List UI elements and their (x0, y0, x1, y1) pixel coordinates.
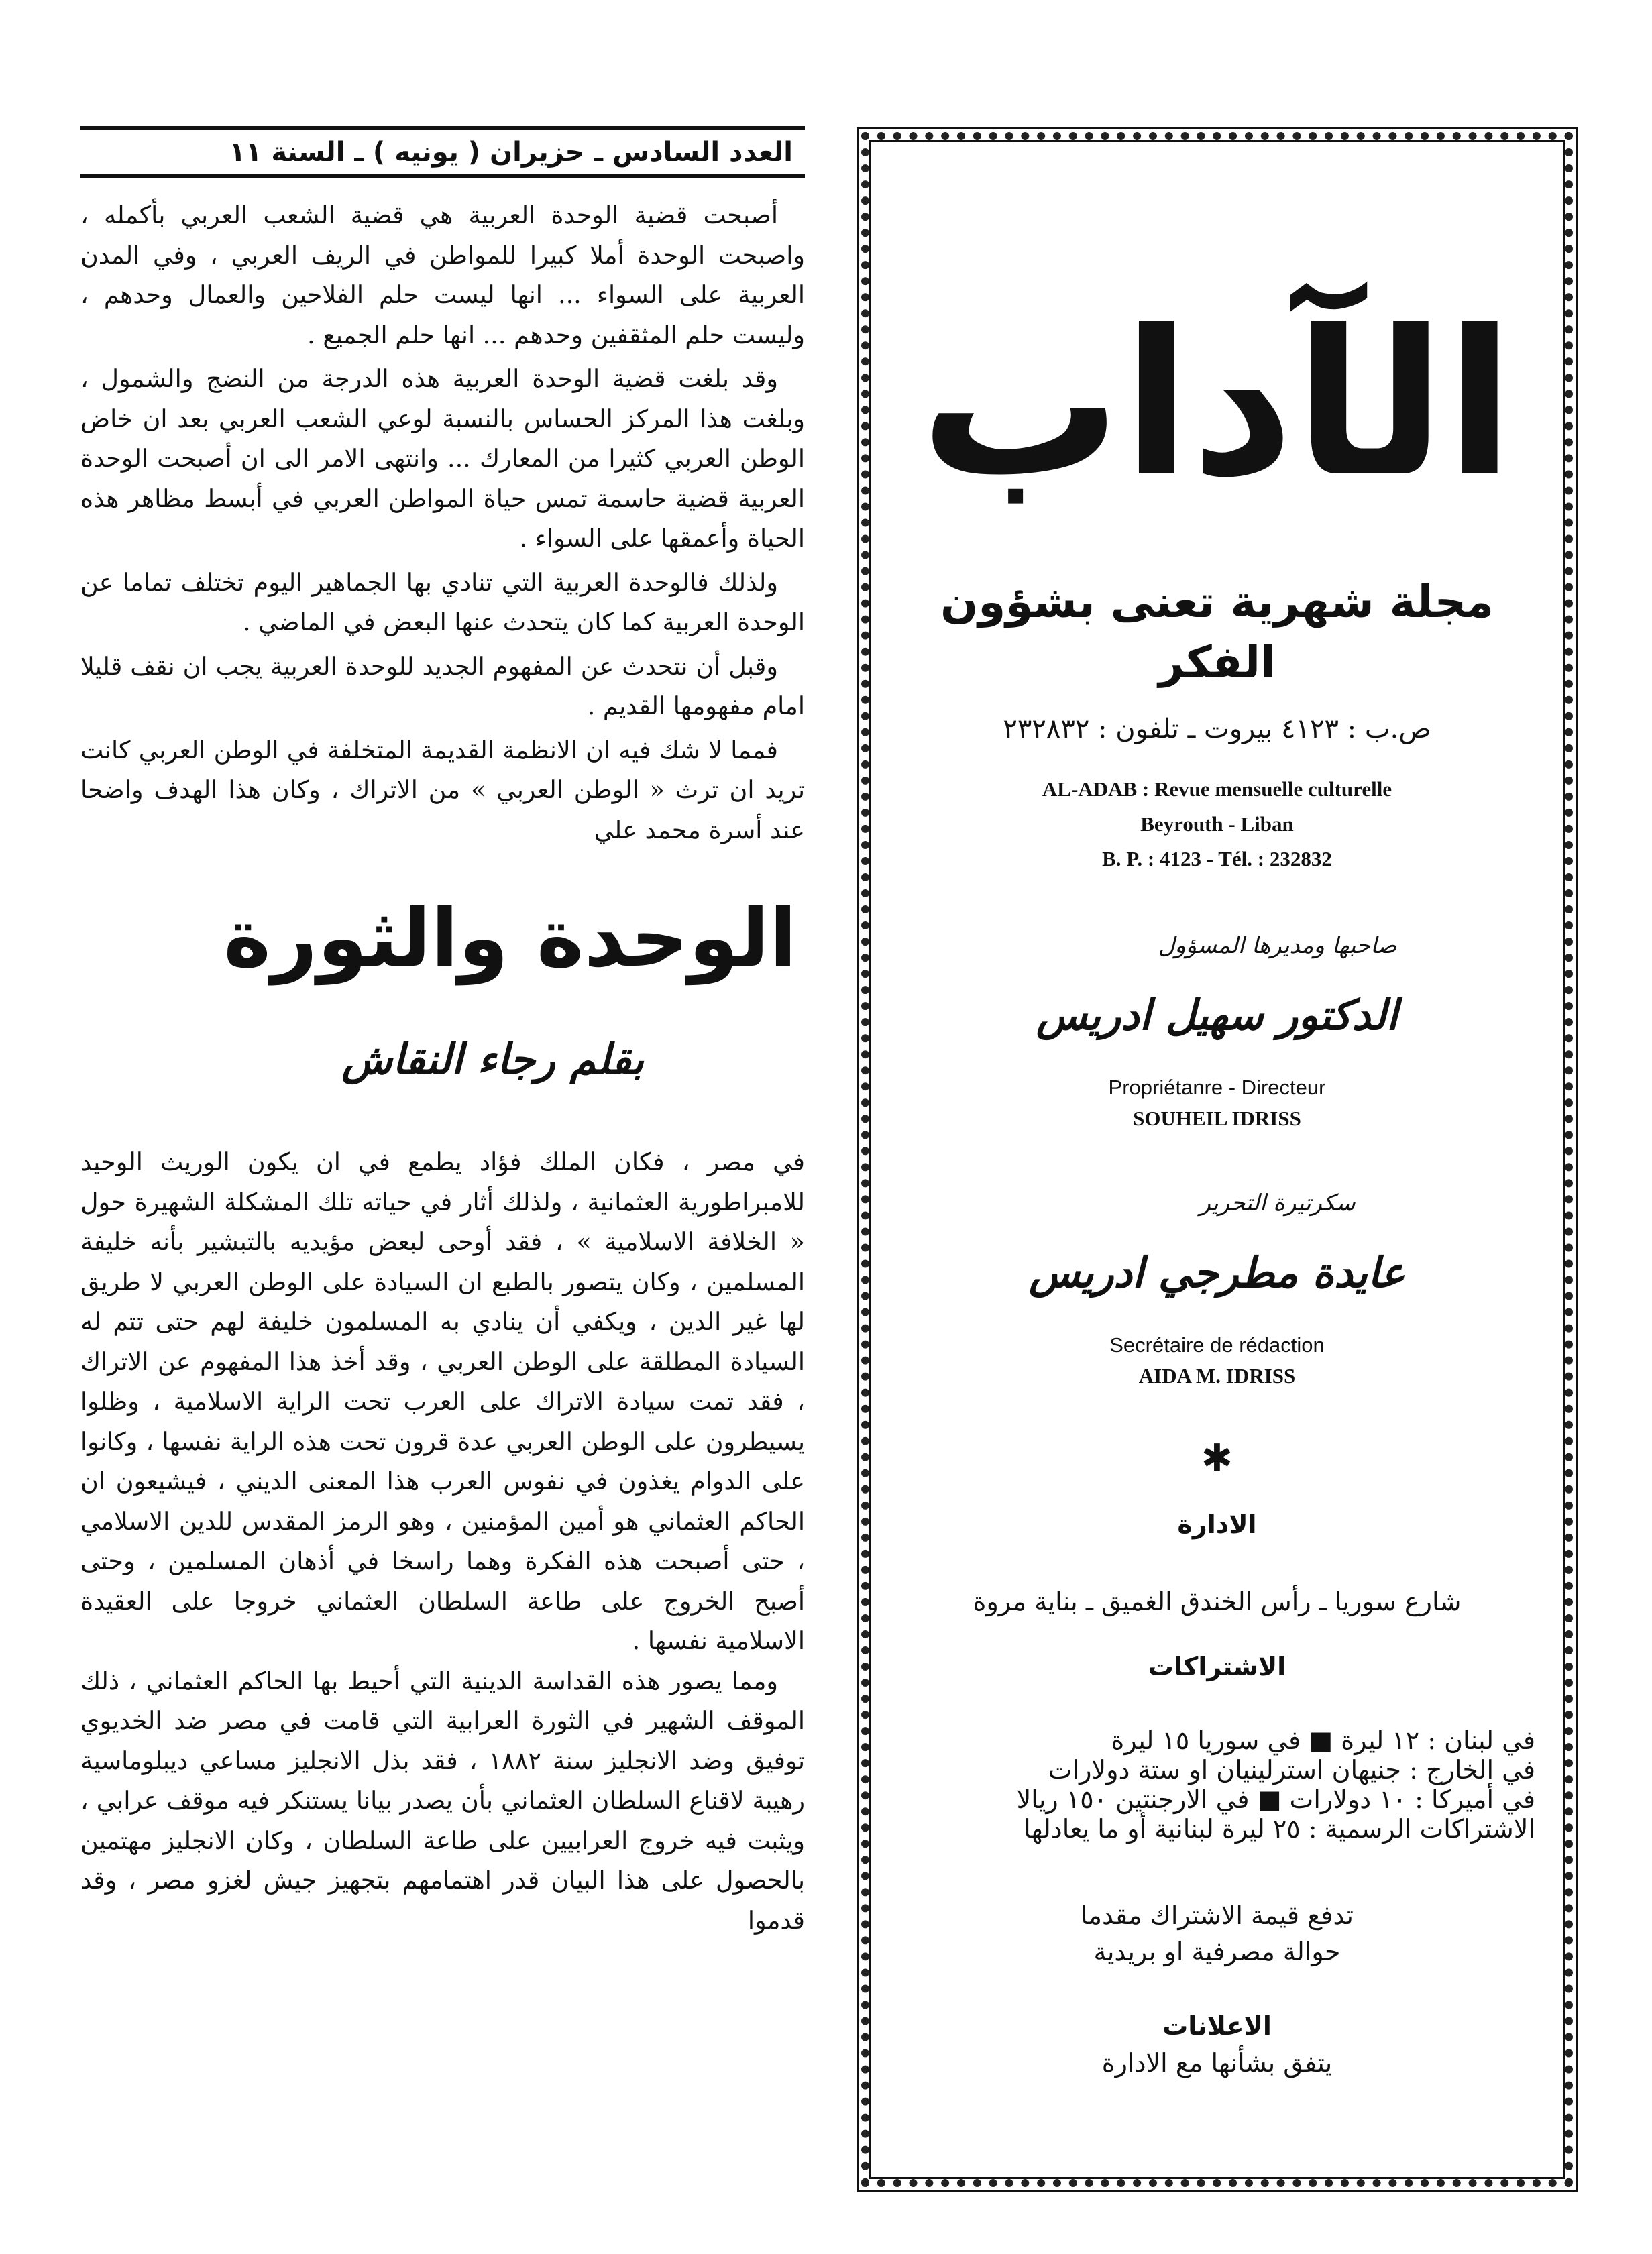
payment-note (885, 1897, 1549, 1970)
admin-address: شارع سوريا ـ رأس الخندق الغميق ـ بناية مروة (973, 1587, 1462, 1616)
subscriptions-title: الاشتراكات (1148, 1652, 1286, 1681)
editor-label: سكرتيرة التحرير (1199, 1190, 1356, 1217)
owner-role: Propriétanre - Directeur (1108, 1076, 1326, 1099)
ads-text: يتفق بشأنها مع الادارة (1101, 2048, 1333, 2078)
subscription-line: في أميركا : ١٠ دولارات ■ في الارجنتين ١٥٠ ريالا (1016, 1785, 1535, 1814)
latin-contact-block (885, 772, 1549, 877)
subscription-line: في الخارج : جنيهان استرلينيان او ستة دولارات (1048, 1755, 1535, 1785)
latin-line: B. P. : 4123 - Tél. : 232832 (1102, 847, 1332, 870)
payment-line: حوالة مصرفية او بريدية (1093, 1937, 1341, 1966)
editor-name-latin: AIDA M. IDRISS (1138, 1364, 1296, 1388)
article-intro (80, 195, 805, 850)
owner-name-arabic: الدكتور سهيل ادريس (1036, 991, 1398, 1039)
article-column (80, 126, 805, 2198)
article-byline: بقلم رجاء النقاش (341, 1035, 644, 1084)
editor-name-arabic: عايدة مطرجي ادريس (1029, 1248, 1405, 1297)
article-paragraph: وقد بلغت قضية الوحدة العربية هذه الدرجة من النضج والشمول ، وبلغت هذا المركز الحساس بالنسبة لوعي الشعب العربي بعد ان خاض الوطن العربي كثيرا من المعارك ... وانتهى الامر الى ان أصبحت الوحدة العربية قضية حاسمة تمس حياة المواطن العربي في أبسط مظاهر هذه الحياة وأعمقها على السواء . (80, 364, 805, 553)
article-paragraph: أصبحت قضية الوحدة العربية هي قضية الشعب العربي بأكمله ، واصبحت الوحدة أملا كبيرا للمواطن في الريف العربي ، وفي المدن العربية على السواء ... انها ليست حلم الفلاحين والعمال وحدهم ، وليست حلم المثقفين وحدهم ... انها حلم الجميع . (80, 201, 805, 349)
article-paragraph: ولذلك فالوحدة العربية التي تنادي بها الجماهير اليوم تختلف تماما عن الوحدة العربية كما كان يتحدث عنها البعض في الماضي . (80, 567, 805, 636)
latin-line: Beyrouth - Liban (1140, 812, 1294, 836)
owner-name-latin: SOUHEIL IDRISS (1133, 1107, 1301, 1130)
masthead-box (857, 127, 1578, 2192)
article-paragraph: فمما لا شك فيه ان الانظمة القديمة المتخلفة في الوطن العربي كانت تريد ان ترث « الوطن العربي » من الاتراك ، وكان هذا الهدف واضحا عند أسرة محمد علي (80, 735, 805, 844)
subscription-line: الاشتراكات الرسمية : ٢٥ ليرة لبنانية أو ما يعادلها (1024, 1814, 1535, 1844)
payment-line: تدفع قيمة الاشتراك مقدما (1081, 1901, 1354, 1930)
owner-label: صاحبها ومديرها المسؤول (1158, 932, 1397, 959)
ads-title: الاعلانات (1162, 2011, 1272, 2041)
article-body (80, 1142, 805, 1940)
admin-title: الادارة (1177, 1510, 1257, 1539)
subscriptions-list (885, 1726, 1549, 1844)
article-paragraph: في مصر ، فكان الملك فؤاد يطمع في ان يكون الوريث الوحيد للامبراطورية العثمانية ، ولذلك أثار في حياته تلك المشكلة الشهيرة حول « الخلافة الاسلامية » ، فقد أوحى لبعض مؤيديه بالتبشير بأنه خليفة المسلمين ، وكان يتصور بالطبع ان السيادة على الوطن العربي لا طريق لها غير الدين ، ويكفي أن ينادي به المسلمون خليفة لهم حتى تتم له السيادة المطلقة على الوطن العربي ، وقد أخذ هذا المفهوم عن الاتراك ، فقد تمت سيادة الاتراك على العرب تحت الراية الاسلامية ، وظلوا يسيطرون على الوطن العربي عدة قرون تحت هذه الراية نفسها ، وكانوا على الدوام يغذون في نفوس العرب هذا المعنى الديني ، فيشيعون ان الحاكم العثماني هو أمين المؤمنين ، وهو الرمز المقدس للدين الاسلامي ، حتى أصبحت هذه الفكرة وهما راسخا في أذهان المسلمين ، وحتى أصبح الخروج على طاعة السلطان العثماني خروجا على العقيدة الاسلامية نفسها . (80, 1147, 805, 1655)
latin-line: AL-ADAB : Revue mensuelle culturelle (1042, 777, 1392, 801)
contact-line: ص.ب : ٤١٢٣ بيروت ـ تلفون : ٢٣٢٨٣٢ (1003, 714, 1431, 744)
masthead-content (885, 156, 1549, 2163)
article-title: الوحدة والثورة (223, 892, 797, 985)
magazine-logo: الآداب (920, 287, 1515, 521)
asterisk-ornament-icon: ✱ (1201, 1436, 1233, 1480)
subscription-line: في لبنان : ١٢ ليرة ■ في سوريا ١٥ ليرة (1111, 1726, 1535, 1755)
editor-role: Secrétaire de rédaction (1109, 1333, 1325, 1357)
issue-header: العدد السادس ـ حزيران ( يونيه ) ـ السنة ١١ (80, 126, 805, 178)
magazine-subtitle: مجلة شهرية تعنى بشؤون الفكر (940, 576, 1494, 688)
article-paragraph: وقبل أن نتحدث عن المفهوم الجديد للوحدة العربية يجب ان نقف قليلا امام مفهومها القديم . (80, 651, 805, 720)
article-paragraph: ومما يصور هذه القداسة الدينية التي أحيط بها الحاكم العثماني ، ذلك الموقف الشهير في الثورة العرابية التي قامت في مصر ضد الخديوي توفيق وضد الانجليز سنة ١٨٨٢ ، فقد بذل الانجليز مساعي ديبلوماسية رهيبة لاقناع السلطان العثماني بأن يصدر بيانا يستنكر فيه موقف عرابي ، ويثبت فيه خروج العرابيين على طاعة السلطان ، وكان الانجليز مهتمين بالحصول على هذا البيان قدر اهتمامهم بتجهيز جيش لغزو مصر ، وقد قدموا (80, 1666, 805, 1935)
